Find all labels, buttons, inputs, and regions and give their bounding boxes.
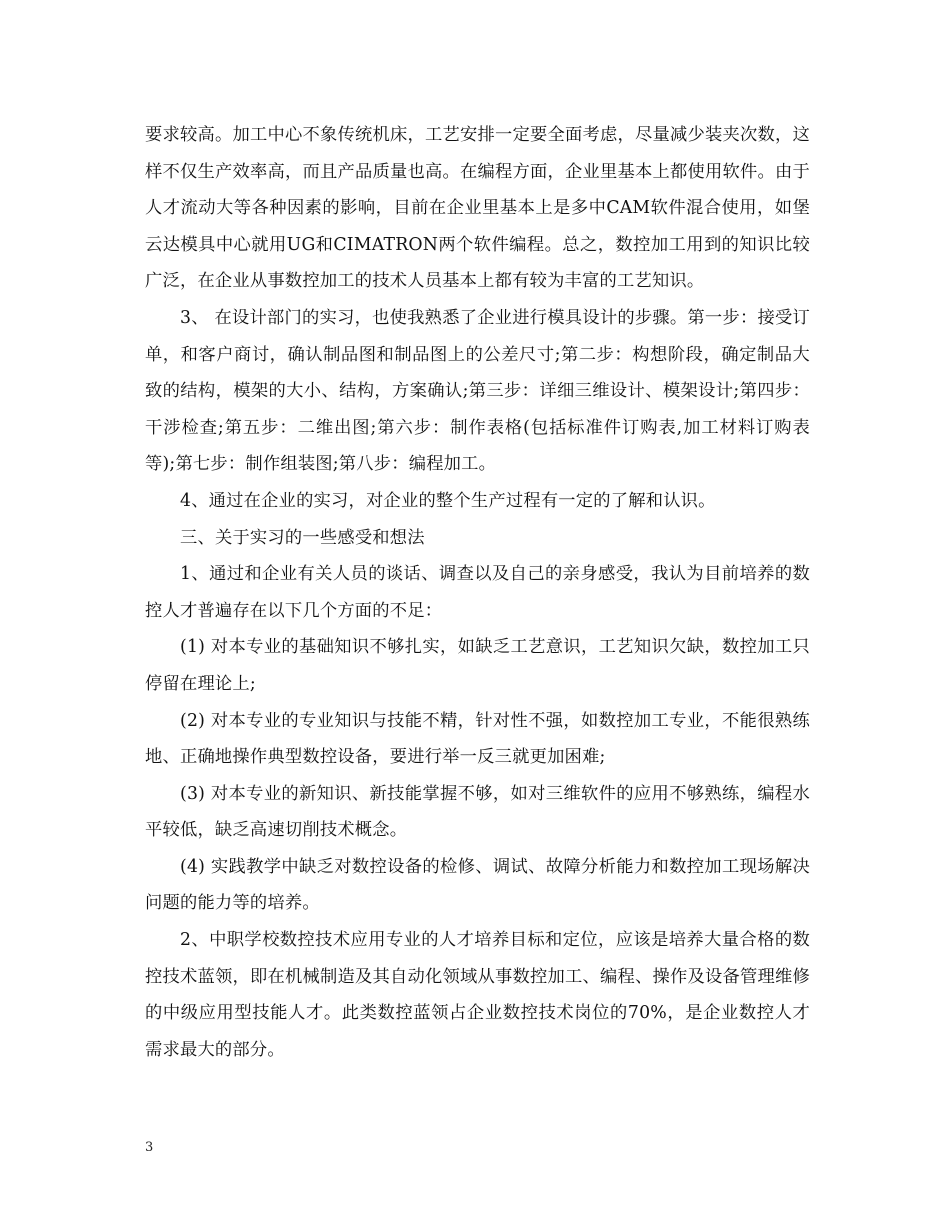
list-item-new-technology: (3) 对本专业的新知识、新技能掌握不够，如对三维软件的应用不够熟练，编程水平较低，缺乏高速切削技术概念。	[145, 783, 810, 841]
paragraph-talent-shortcomings: 1、通过和企业有关人员的谈话、调查以及自己的亲身感受，我认为目前培养的数控人才普遍存在以下几个方面的不足：	[145, 564, 810, 621]
paragraph-training-goals: 2、中职学校数控技术应用专业的人才培养目标和定位，应该是培养大量合格的数控技术蓝领，即在机械制造及其自动化领域从事数控加工、编程、操作及设备管理维修的中级应用型技能人才。此类数控蓝领占企业数控技术岗位的70%，是企业数控人才需求最大的部分。	[145, 930, 810, 1060]
paragraph-production-understanding: 4、通过在企业的实习，对企业的整个生产过程有一定的了解和认识。	[180, 490, 716, 511]
paragraph-design-steps: 3、 在设计部门的实习，也使我熟悉了企业进行模具设计的步骤。第一步：接受订单，和客户商讨，确认制品图和制品图上的公差尺寸;第二步：构想阶段，确定制品大致的结构，模架的大小、结构，方案确认;第三步：详细三维设计、模架设计;第四步：干涉检查;第五步：二维出图;第六步：制作表格(包括标准件订购表,加工材料订购表等);第七步：制作组装图;第八步：编程加工。	[145, 307, 810, 475]
document-body	[145, 117, 810, 1068]
list-item-practical-training: (4) 实践教学中缺乏对数控设备的检修、调试、故障分析能力和数控加工现场解决问题的能力等的培养。	[145, 856, 810, 914]
section-heading-reflections: 三、关于实习的一些感受和想法	[180, 527, 425, 548]
paragraph-process-knowledge: 要求较高。加工中心不象传统机床，工艺安排一定要全面考虑，尽量减少装夹次数，这样不仅生产效率高，而且产品质量也高。在编程方面，企业里基本上都使用软件。由于人才流动大等各种因素的影响，目前在企业里基本上是多中CAM软件混合使用，如堡云达模具中心就用UG和CIMATRON两个软件编程。总之，数控加工用到的知识比较广泛，在企业从事数控加工的技术人员基本上都有较为丰富的工艺知识。	[145, 125, 810, 292]
page-number: 3	[145, 1140, 154, 1155]
list-item-professional-skills: (2) 对本专业的专业知识与技能不精，针对性不强，如数控加工专业，不能很熟练地、正确地操作典型数控设备，要进行举一反三就更加困难;	[145, 710, 810, 768]
list-item-basic-knowledge: (1) 对本专业的基础知识不够扎实，如缺乏工艺意识，工艺知识欠缺，数控加工只停留在理论上;	[145, 637, 810, 694]
